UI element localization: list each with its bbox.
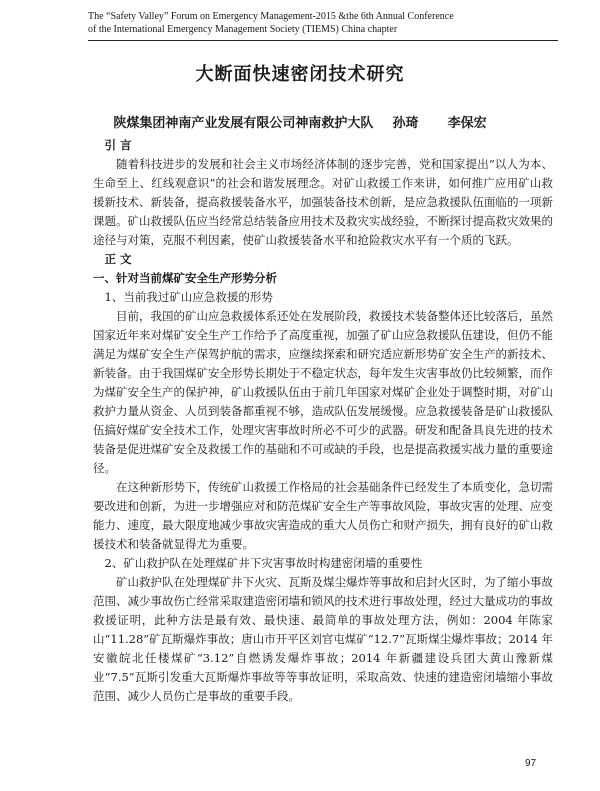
author-organization: 陕煤集团神南产业发展有限公司神南救护大队: [113, 116, 374, 131]
intro-heading: 引 言: [104, 138, 132, 152]
running-header: [88, 10, 558, 36]
article-body: [93, 136, 553, 706]
author-name-2: 李保宏: [447, 116, 487, 131]
subsection-1-heading: 1、当前我过矿山应急救援的形势: [104, 290, 273, 304]
author-name-1: 孙琦: [392, 116, 419, 131]
header-divider: [88, 40, 558, 41]
header-line-2: of the International Emergency Management Society (TIEMS) China chapter: [88, 24, 398, 35]
section-1-heading: 一、针对当前煤矿安全生产形势分析: [93, 271, 277, 285]
subsection-1-paragraph-1: 目前，我国的矿山应急救援体系还处在发展阶段，救援技术装备整体还比较落后，虽然国家近年来对煤矿安全生产工作给予了高度重视，加强了矿山应急救援队伍建设，但仍不能满足为煤矿安全生产保驾护航的需求，应继续探索和研究适应新形势矿安全生产的新技术、新装备。由于我国煤矿安全形势长期处于不稳定状态，每年发生灾害事故仍比较频繁，而作为煤矿安全生产的保护神，矿山救援队伍由于前几年国家对煤矿企业处于调整时期，对矿山救护力量从资金、人员到装备都重视不够，造成队伍发展缓慢。应急救援装备是矿山救援队伍搞好煤矿安全技术工作，处理灾害事故时所必不可少的武器。研发和配备具良先进的技术装备是促进煤矿安全及救援工作的基础和不可或缺的手段，也是提高救援实战力量的重要途径。: [93, 309, 553, 475]
page-number: 97: [525, 758, 537, 769]
subsection-2-heading: 2、矿山救护队在处理煤矿井下灾害事故时构建密闭墙的重要性: [104, 556, 423, 570]
subsection-1-paragraph-2: 在这种新形势下，传统矿山救援工作格局的社会基础条件已经发生了本质变化，急切需要改进和创新，为进一步增强应对和防范煤矿安全生产等事故风险，事故灾害的处理、应变能力、速度，最大限度地减少事故灾害造成的重大人员伤亡和财产损失，拥有良好的矿山救援技术和装备就显得尤为重要。: [93, 480, 553, 551]
main-heading: 正 文: [104, 252, 132, 266]
intro-paragraph: 随着科技进步的发展和社会主义市场经济体制的逐步完善，党和国家提出“以人为本、生命至上、红线观意识”的社会和谐发展理念。对矿山救援工作来讲，如何推广应用矿山救援新技术、新装备，提高救援装备水平，加强装备技术创新，是应急救援队伍面临的一项新课题。矿山救援队伍应当经常总结装备应用技术及救灾实战经验，不断探讨提高救灾效果的途径与对策，克服不利因素，使矿山救援装备水平和抢险救灾水平有一个质的飞跃。: [93, 157, 553, 247]
subsection-2-paragraph: 矿山救护队在处理煤矿井下火灾、瓦斯及煤尘爆炸等事故和启封火区时，为了缩小事故范围、减少事故伤亡经常采取建造密闭墙和锁风的技术进行事故处理，经过大量成功的事故救援证明，此种方法是最有效、最快速、最简单的事故处理方法，例如：2004 年陈家山“11.28”矿瓦斯爆炸事故；唐山市开平区刘官屯煤矿“12.7”瓦斯煤尘爆炸事故；2014 年安徽皖北任楼煤矿“3.12”自燃诱发爆炸事故；2014 年新疆建设兵团大黄山豫新煤业“7.5”瓦斯引发重大瓦斯爆炸事故等等事故证明，采取高效、快速的建造密闭墙缩小事故范围、减少人员伤亡是事故的重要手段。: [93, 575, 553, 703]
paper-title: 大断面快速密闭技术研究: [195, 64, 405, 85]
header-line-1: The “Safety Valley” Forum on Emergency Management-2015 &the 6th Annual Conference: [88, 11, 454, 22]
author-line: [0, 112, 600, 131]
